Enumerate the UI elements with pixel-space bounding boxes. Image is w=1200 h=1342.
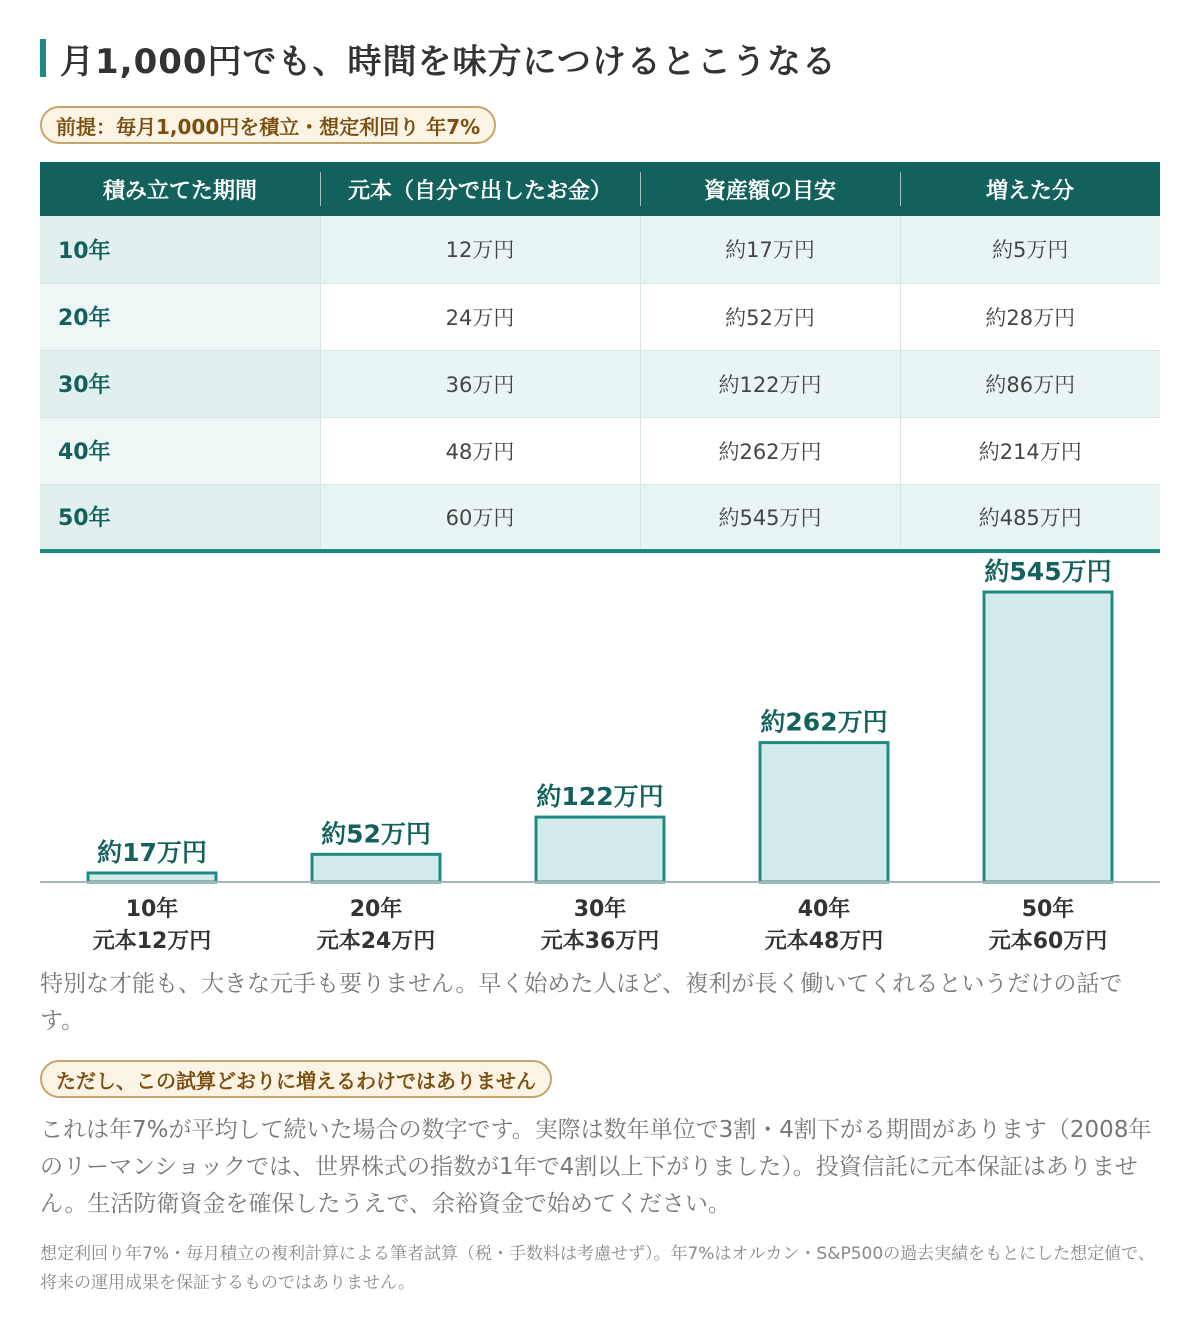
category-principal-label: 元本48万円 <box>764 929 884 954</box>
bar-value-label: 約122万円 <box>536 782 664 812</box>
page-title-block <box>40 36 837 80</box>
header-gain: 増えた分 <box>900 162 1160 216</box>
cell-gain: 約86万円 <box>900 350 1160 417</box>
category-principal-label: 元本60万円 <box>988 929 1108 954</box>
bar-50年 <box>984 592 1112 882</box>
cell-gain: 約28万円 <box>900 283 1160 350</box>
cell-gain: 約485万円 <box>900 484 1160 551</box>
cell-principal: 24万円 <box>320 283 640 350</box>
title-accent-bar <box>40 39 46 77</box>
cell-period: 10年 <box>40 216 320 283</box>
category-label: 50年 <box>1021 897 1075 922</box>
bar-30年 <box>536 817 664 882</box>
footnote: 想定利回り年7%・毎月積立の複利計算による筆者試算（税・手数料は考慮せず）。年7%はオルカン・S&P500の過去実績をもとにした想定値で、将来の運用成果を保証するものではありません。 <box>40 1244 1155 1293</box>
cell-gain: 約214万円 <box>900 417 1160 484</box>
cell-principal: 36万円 <box>320 350 640 417</box>
page-title: 月1,000円でも、時間を味方につけるとこうなる <box>60 41 837 82</box>
table-row <box>40 417 1160 484</box>
bar-value-label: 約262万円 <box>760 707 888 737</box>
premise-badge: 前提：毎月1,000円を積立・想定利回り 年7% <box>40 106 496 144</box>
caution-paragraph: これは年7%が平均して続いた場合の数字です。実際は数年単位で3割・4割下がる期間があります（2008年のリーマンショックでは、世界株式の指数が1年で4割以上下がりました）。投資信託に元本保証はありません。生活防衛資金を確保したうえで、余裕資金で始めてください。 <box>40 1117 1152 1217</box>
cell-principal: 60万円 <box>320 484 640 551</box>
cell-principal: 48万円 <box>320 417 640 484</box>
header-period: 積み立てた期間 <box>102 178 257 204</box>
cell-period: 20年 <box>40 283 320 350</box>
intro-paragraph: 特別な才能も、大きな元手も要りません。早く始めた人ほど、複利が長く働いてくれるというだけの話です。 <box>40 971 1123 1034</box>
category-label: 20年 <box>349 897 403 922</box>
cell-assets: 約17万円 <box>640 216 900 283</box>
bars-layer <box>88 592 1112 882</box>
bar-value-label: 約545万円 <box>984 557 1112 586</box>
cell-assets: 約545万円 <box>640 484 900 551</box>
category-label: 10年 <box>125 897 179 922</box>
cell-period: 50年 <box>40 484 320 551</box>
table-header-row <box>40 162 1160 216</box>
labels-layer <box>93 557 1112 954</box>
cell-assets: 約122万円 <box>640 350 900 417</box>
bar-value-label: 約52万円 <box>321 819 431 849</box>
table-row <box>40 350 1160 417</box>
bar-10年 <box>88 873 216 882</box>
category-label: 40年 <box>797 897 851 922</box>
growth-table <box>40 162 1160 553</box>
cell-period: 40年 <box>40 417 320 484</box>
table-row <box>40 216 1160 283</box>
cell-principal: 12万円 <box>320 216 640 283</box>
category-principal-label: 元本12万円 <box>92 929 212 954</box>
category-principal-label: 元本24万円 <box>316 929 436 954</box>
bar-value-label: 約17万円 <box>97 837 207 867</box>
cell-assets: 約262万円 <box>640 417 900 484</box>
cell-period: 30年 <box>40 350 320 417</box>
category-principal-label: 元本36万円 <box>540 929 660 954</box>
cell-gain: 約5万円 <box>900 216 1160 283</box>
header-principal: 元本（自分で出したお金） <box>320 162 640 216</box>
bar-40年 <box>760 743 888 882</box>
category-label: 30年 <box>573 897 627 922</box>
caution-badge: ただし、この試算どおりに増えるわけではありません <box>40 1060 552 1098</box>
table-row <box>40 283 1160 350</box>
cell-assets: 約52万円 <box>640 283 900 350</box>
header-assets: 資産額の目安 <box>640 162 900 216</box>
asset-growth-bar-chart <box>0 540 1200 960</box>
bar-20年 <box>312 854 440 882</box>
